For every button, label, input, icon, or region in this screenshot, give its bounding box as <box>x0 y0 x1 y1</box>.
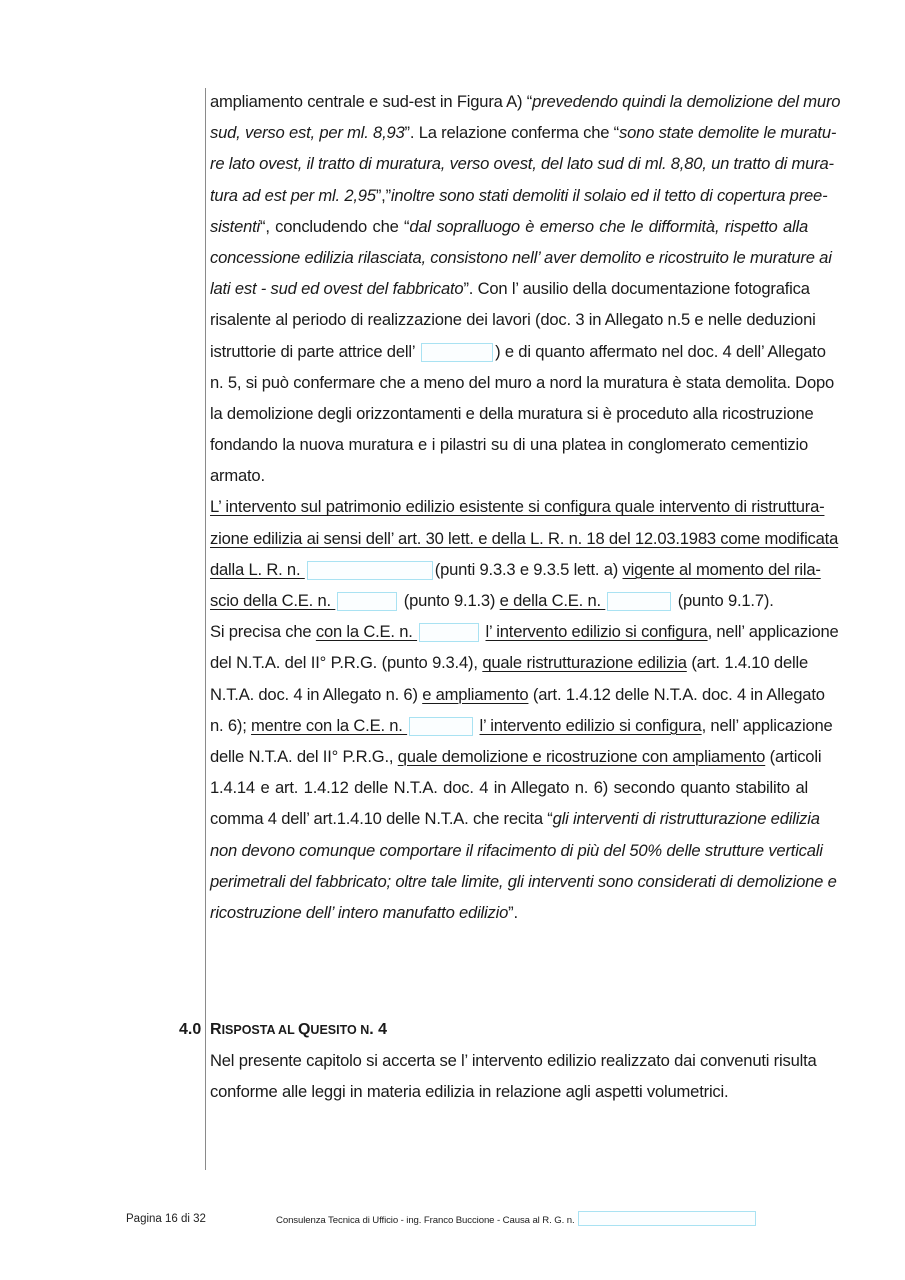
section-title-part: R <box>210 1021 222 1038</box>
text-line <box>210 211 808 242</box>
redacted-field <box>607 592 671 611</box>
underlined-text: e della C.E. n. <box>499 591 606 610</box>
section-title-part: UESITO N <box>310 1023 370 1037</box>
text-run: , nell’ applicazione <box>701 715 833 735</box>
underlined-text: zione edilizia ai sensi dell’ art. 30 lett. e della L. R. n. 18 del 12.03.1983 come modificata <box>210 528 839 548</box>
text-run: la demolizione degli orizzontamenti e della muratura si è proceduto alla ricostruzione <box>210 403 814 423</box>
text-line <box>210 897 808 928</box>
text-line <box>210 616 839 647</box>
text-line <box>210 741 822 772</box>
text-line <box>210 803 820 834</box>
underlined-text: con la C.E. n. <box>315 622 418 642</box>
text-run: 1.4.14 e art. 1.4.12 delle N.T.A. doc. 4 in Allegato n. 6) secondo quanto stabilito al <box>210 778 808 798</box>
underlined-text: l’ intervento edilizio si configura <box>479 715 702 735</box>
text-run: fondando la nuova muratura e i pilastri su di una platea in conglomerato cementizio <box>210 435 808 455</box>
footer-reference <box>276 1211 756 1229</box>
section-title-part: . 4 <box>369 1021 388 1038</box>
text-line <box>210 460 808 491</box>
body-paragraphs <box>210 86 841 928</box>
text-line <box>210 585 808 616</box>
text-run: istruttorie di parte attrice dell’ <box>210 341 420 361</box>
text-run: del N.T.A. del II° P.R.G. (punto 9.3.4), <box>210 653 483 673</box>
text-line <box>210 273 808 304</box>
quoted-text: perimetrali del fabbricato; oltre tale limite, gli interventi sono considerati di demolizione e <box>210 871 837 891</box>
redacted-field <box>421 343 493 362</box>
text-line <box>210 679 825 710</box>
underlined-text: mentre con la C.E. n. <box>251 715 408 735</box>
text-line <box>210 242 832 273</box>
redacted-field <box>307 561 433 580</box>
quoted-text: sistenti <box>210 216 261 236</box>
quoted-text: concessione edilizia rilasciata, consistono nell’ aver demolito e ricostruito le murature ai <box>210 247 832 267</box>
underlined-text: L’ intervento sul patrimonio edilizio esistente si configura quale intervento di ristruttura- <box>210 497 825 517</box>
quoted-text: re lato ovest, il tratto di muratura, verso ovest, del lato sud di ml. 8,80, un tratto di mura- <box>210 154 834 174</box>
underlined-text: quale ristrutturazione edilizia <box>482 653 687 673</box>
footer-text: Consulenza Tecnica di Ufficio - ing. Franco Buccione - Causa al R. G. n. <box>276 1215 575 1226</box>
quoted-text: lati est - sud ed ovest del fabbricato <box>210 279 464 299</box>
quoted-text: prevedendo quindi la demolizione del muro <box>532 92 841 111</box>
text-run: (punti 9.3.3 e 9.3.5 lett. a) <box>434 559 623 579</box>
quoted-text: dal sopralluogo è emerso che le difformità, rispetto alla <box>409 216 809 236</box>
text-run: armato. <box>210 466 265 486</box>
text-line <box>210 117 837 148</box>
section-body-line: Nel presente capitolo si accerta se l’ intervento edilizio realizzato dai convenuti risulta <box>210 1051 817 1070</box>
text-line <box>210 835 823 866</box>
section-body <box>210 1045 817 1107</box>
text-run: , nell’ applicazione <box>707 622 839 642</box>
text-run: ”. Con l’ ausilio della documentazione fotografica <box>463 279 810 299</box>
text-line <box>210 866 837 897</box>
text-line <box>210 429 808 460</box>
quoted-text: tura ad est per ml. 2,95 <box>210 185 376 205</box>
text-run: (punto 9.1.7). <box>673 591 774 610</box>
page-number: Pagina 16 di 32 <box>126 1213 206 1225</box>
text-run: n. 5, si può confermare che a meno del muro a nord la muratura è stata demolita. Dopo <box>210 372 835 392</box>
section-title-part: Q <box>297 1021 311 1038</box>
redacted-field <box>578 1211 756 1226</box>
text-run: (articoli <box>765 746 822 766</box>
text-run: comma 4 dell’ art.1.4.10 delle N.T.A. che recita “ <box>210 809 553 829</box>
text-run: (art. 1.4.10 delle <box>686 653 808 673</box>
text-line <box>210 491 825 522</box>
underlined-text: dalla L. R. n. <box>210 559 305 579</box>
redacted-field <box>337 592 397 611</box>
text-line <box>210 647 808 678</box>
section-number: 4.0 <box>179 1021 202 1038</box>
text-line <box>210 86 841 117</box>
text-run: Si precisa che <box>210 622 316 642</box>
quoted-text: gli interventi di ristrutturazione edilizia <box>552 809 820 829</box>
quoted-text: inoltre sono stati demoliti il solaio ed il tetto di copertura pree- <box>390 185 828 205</box>
text-line <box>210 148 834 179</box>
text-run: delle N.T.A. del II° P.R.G., <box>210 746 398 766</box>
section-title <box>210 1017 387 1043</box>
text-run: ampliamento centrale e sud-est in Figura A) “ <box>210 92 533 111</box>
margin-rule <box>205 88 206 1170</box>
text-run: N.T.A. doc. 4 in Allegato n. 6) <box>210 684 423 704</box>
text-line <box>210 523 839 554</box>
underlined-text: scio della C.E. n. <box>210 591 336 610</box>
text-run: (art. 1.4.12 delle N.T.A. doc. 4 in Allegato <box>528 684 825 704</box>
text-run: ”,” <box>375 185 391 205</box>
text-run: “, concludendo che “ <box>260 216 410 236</box>
section-body-line: conforme alle leggi in materia edilizia in relazione agli aspetti volumetrici. <box>210 1082 729 1102</box>
text-line <box>210 772 808 803</box>
quoted-text: non devono comunque comportare il rifacimento di più del 50% delle strutture verticali <box>210 840 823 860</box>
text-line <box>210 554 821 585</box>
section-title-part: ISPOSTA AL <box>221 1023 298 1037</box>
text-line <box>210 398 814 429</box>
text-line <box>210 180 828 211</box>
text-run: ”. <box>508 902 518 922</box>
underlined-text: vigente al momento del rila- <box>622 559 821 579</box>
quoted-text: sono state demolite le muratu- <box>618 123 837 143</box>
text-run: risalente al periodo di realizzazione dei lavori (doc. 3 in Allegato n.5 e nelle deduzioni <box>210 310 816 330</box>
underlined-text: e ampliamento <box>422 684 529 704</box>
text-run: n. 6); <box>210 715 252 735</box>
redacted-field <box>419 623 479 642</box>
redacted-field <box>409 717 473 736</box>
text-run: ) e di quanto affermato nel doc. 4 dell’ Allegato <box>495 341 826 361</box>
text-line <box>210 710 833 741</box>
text-line <box>210 336 826 367</box>
text-run: (punto 9.1.3) <box>399 591 500 610</box>
underlined-text: l’ intervento edilizio si configura <box>485 622 708 642</box>
text-run: ”. La relazione conferma che “ <box>404 123 619 143</box>
text-line <box>210 367 835 398</box>
underlined-text: quale demolizione e ricostruzione con ampliamento <box>397 746 766 766</box>
quoted-text: ricostruzione dell’ intero manufatto edilizio <box>210 902 509 922</box>
quoted-text: sud, verso est, per ml. 8,93 <box>210 123 405 143</box>
text-line <box>210 304 816 335</box>
